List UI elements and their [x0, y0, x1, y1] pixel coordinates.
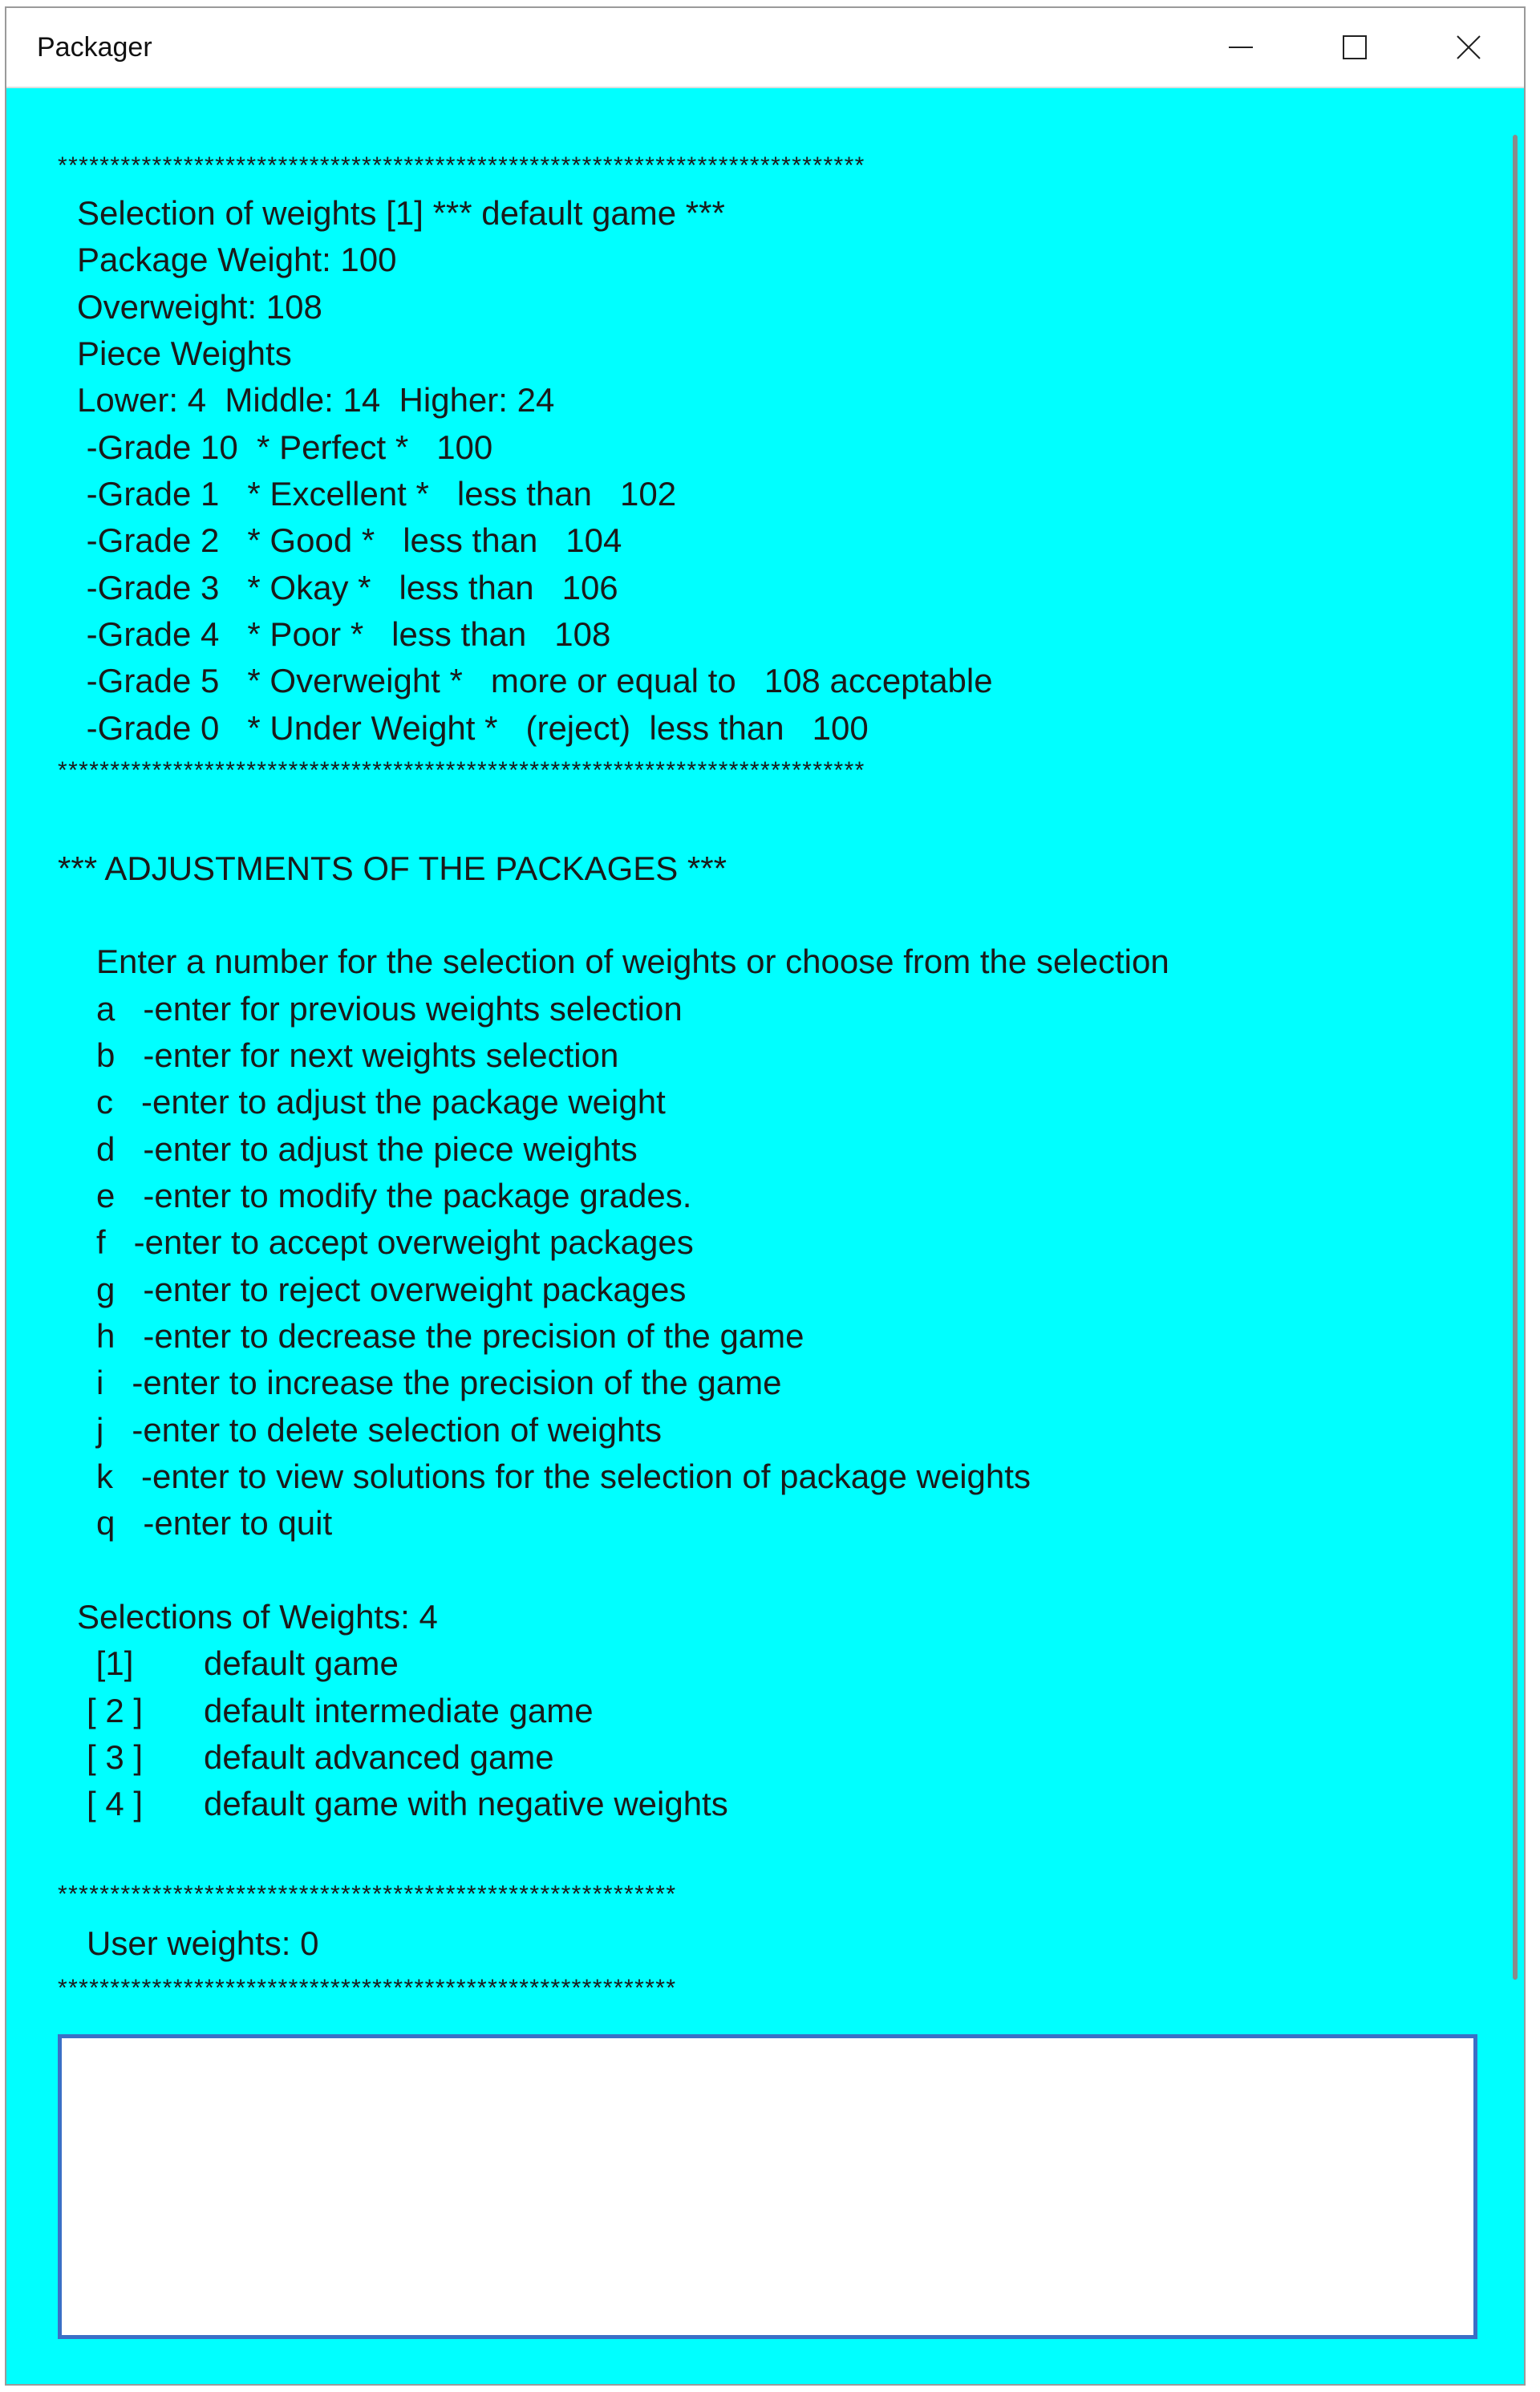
selection-index: [ 3 ] [87, 1738, 144, 1776]
user-weights-text: User weights: 0 [87, 1924, 319, 1962]
grade-line: -Grade 4 * Poor * less than 108 [77, 615, 611, 653]
piece-weights-text: Lower: 4 Middle: 14 Higher: 24 [77, 381, 555, 419]
app-window [5, 6, 1526, 2386]
menu-item: d -enter to adjust the piece weights [96, 1130, 638, 1168]
stars-separator: ***************************************************************************** [58, 152, 865, 179]
title-bar[interactable] [6, 8, 1524, 88]
menu-item: j -enter to delete selection of weights [96, 1411, 663, 1449]
menu-item: k -enter to view solutions for the selection of package weights [96, 1457, 1031, 1495]
selection-index: [1] [87, 1644, 134, 1682]
package-weight-text: Package Weight: 100 [77, 241, 397, 278]
maximize-icon [1342, 34, 1368, 60]
selection-name: default game with negative weights [204, 1785, 728, 1822]
selection-index: [ 2 ] [87, 1692, 144, 1729]
menu-item: a -enter for previous weights selection [96, 990, 683, 1028]
minimize-button[interactable] [1184, 8, 1298, 87]
menu-item: b -enter for next weights selection [96, 1036, 619, 1074]
menu-item: c -enter to adjust the package weight [96, 1083, 666, 1121]
scrollbar-thumb[interactable] [1513, 135, 1518, 1980]
menu-item: i -enter to increase the precision of the game [96, 1364, 782, 1401]
close-button[interactable] [1412, 8, 1526, 87]
grade-line: -Grade 1 * Excellent * less than 102 [77, 475, 677, 513]
close-icon [1456, 34, 1481, 60]
stars-separator: *********************************************************** [58, 1975, 677, 2001]
grade-line: -Grade 2 * Good * less than 104 [77, 521, 622, 559]
grade-line: -Grade 5 * Overweight * more or equal to 108 acceptable [77, 662, 993, 699]
menu-intro: Enter a number for the selection of weights or choose from the selection [96, 943, 1169, 980]
selection-name: default game [204, 1644, 399, 1682]
menu-item: e -enter to modify the package grades. [96, 1177, 692, 1214]
console-output [6, 88, 1524, 2384]
menu-item: f -enter to accept overweight packages [96, 1223, 694, 1261]
grade-line: -Grade 3 * Okay * less than 106 [77, 569, 618, 606]
menu-item: g -enter to reject overweight packages [96, 1271, 687, 1308]
selections-label: Selections of Weights: 4 [77, 1598, 438, 1636]
maximize-button[interactable] [1298, 8, 1412, 87]
selection-index: [ 4 ] [87, 1785, 144, 1822]
window-title: Packager [37, 32, 152, 63]
command-input[interactable] [58, 2034, 1477, 2339]
grade-line: -Grade 0 * Under Weight * (reject) less than 100 [77, 709, 869, 747]
stars-separator: *********************************************************** [58, 1881, 677, 1908]
selection-name: default intermediate game [204, 1692, 594, 1729]
minimize-icon [1228, 34, 1254, 60]
menu-item: q -enter to quit [96, 1504, 333, 1542]
menu-item: h -enter to decrease the precision of the game [96, 1317, 804, 1355]
grade-line: -Grade 10 * Perfect * 100 [77, 428, 493, 466]
selection-header: Selection of weights [1] *** default game *** [77, 194, 725, 232]
selection-name: default advanced game [204, 1738, 554, 1776]
adjustments-title: *** ADJUSTMENTS OF THE PACKAGES *** [58, 849, 727, 887]
overweight-text: Overweight: 108 [77, 288, 322, 326]
piece-weights-label: Piece Weights [77, 334, 292, 372]
stars-separator: ***************************************************************************** [58, 757, 865, 784]
